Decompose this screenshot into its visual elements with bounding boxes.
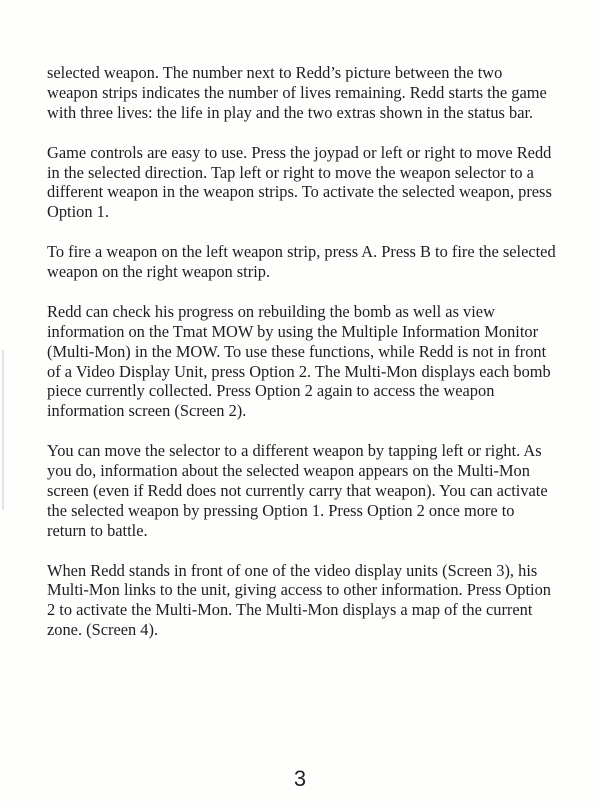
- paragraph-fire-weapon: To fire a weapon on the left weapon strip, press A. Press B to fire the selected weapon on the right weapon strip.: [47, 242, 556, 282]
- paragraph-selector: You can move the selector to a different weapon by tapping left or right. As you do, information about the selected weapon appears on the Multi-Mon screen (even if Redd does not currently carry that weapon). You can activate the selected weapon by pressing Option 1. Press Option 2 once more to return to battle.: [47, 441, 548, 540]
- paragraph-game-controls: Game controls are easy to use. Press the joypad or left or right to move Redd in the selected direction. Tap left or right to move the weapon selector to a different weapon in the weapon strips. To activate the selected weapon, press Option 1.: [47, 142, 552, 222]
- paragraph-lives: selected weapon. The number next to Redd’s picture between the two weapon strips indicates the number of lives remaining. Redd starts the game with three lives: the life in play and the two extras shown in the status bar.: [47, 63, 547, 122]
- scan-edge-mark: [2, 350, 4, 510]
- body-text: [47, 63, 557, 660]
- page-number: 3: [293, 766, 307, 791]
- paragraph-video-display: When Redd stands in front of one of the video display units (Screen 3), his Multi-Mon links to the unit, giving access to other information. Press Option 2 to activate the Multi-Mon. The Multi-Mon displays a map of the current zone. (Screen 4).: [47, 560, 551, 640]
- paragraph-multi-mon: Redd can check his progress on rebuilding the bomb as well as view information on the Tmat MOW by using the Multiple Information Monitor (Multi-Mon) in the MOW. To use these functions, while Redd is not in front of a Video Display Unit, press Option 2. The Multi-Mon displays each bomb piece currently collected. Press Option 2 again to access the weapon information screen (Screen 2).: [47, 301, 551, 421]
